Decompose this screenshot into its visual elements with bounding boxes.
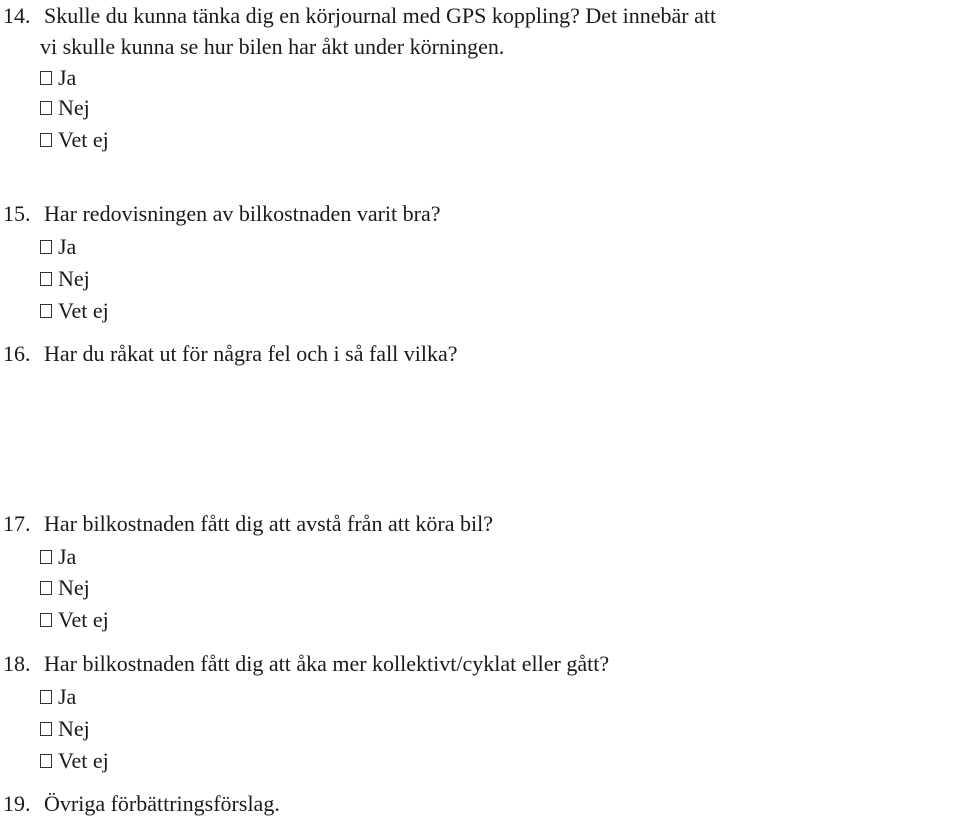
q15-option-ja[interactable]	[40, 232, 76, 262]
option-label: Vet ej	[58, 748, 109, 773]
question-15	[3, 198, 440, 230]
checkbox-icon[interactable]	[40, 550, 52, 564]
checkbox-icon[interactable]	[40, 133, 52, 147]
q14-option-vet-ej[interactable]	[40, 125, 109, 155]
q17-option-nej[interactable]	[40, 573, 90, 603]
checkbox-icon[interactable]	[40, 722, 52, 736]
q18-option-vet-ej[interactable]	[40, 746, 109, 776]
option-label: Vet ej	[58, 607, 109, 632]
question-text: Skulle du kunna tänka dig en körjournal med GPS koppling? Det innebär att	[44, 3, 717, 28]
option-label: Nej	[58, 95, 90, 120]
question-number: 15.	[3, 201, 31, 226]
option-label: Nej	[58, 716, 90, 741]
q18-option-nej[interactable]	[40, 714, 90, 744]
q14-option-ja[interactable]	[40, 63, 76, 93]
option-label: Ja	[58, 684, 77, 709]
option-label: Nej	[58, 266, 90, 291]
question-number: 17.	[3, 511, 31, 536]
question-text: Har du råkat ut för några fel och i så fall vilka?	[44, 341, 458, 366]
checkbox-icon[interactable]	[40, 581, 52, 595]
checkbox-icon[interactable]	[40, 304, 52, 318]
checkbox-icon[interactable]	[40, 754, 52, 768]
checkbox-icon[interactable]	[40, 240, 52, 254]
checkbox-icon[interactable]	[40, 690, 52, 704]
checkbox-icon[interactable]	[40, 613, 52, 627]
question-number: 16.	[3, 341, 31, 366]
option-label: Ja	[58, 234, 77, 259]
question-text: Har bilkostnaden fått dig att avstå från att köra bil?	[44, 511, 494, 536]
q15-option-vet-ej[interactable]	[40, 296, 109, 326]
option-label: Vet ej	[58, 127, 109, 152]
checkbox-icon[interactable]	[40, 71, 52, 85]
q18-option-ja[interactable]	[40, 682, 76, 712]
option-label: Ja	[58, 544, 77, 569]
question-19	[3, 788, 280, 820]
question-number: 14.	[3, 3, 31, 28]
checkbox-icon[interactable]	[40, 272, 52, 286]
q14-option-nej[interactable]	[40, 93, 90, 123]
checkbox-icon[interactable]	[40, 101, 52, 115]
question-17	[3, 508, 493, 540]
question-18	[3, 648, 609, 680]
option-label: Ja	[58, 65, 77, 90]
q15-option-nej[interactable]	[40, 264, 90, 294]
question-number: 19.	[3, 791, 31, 816]
question-14	[3, 0, 716, 32]
question-text: Övriga förbättringsförslag.	[44, 791, 280, 816]
option-label: Nej	[58, 575, 90, 600]
option-label: Vet ej	[58, 298, 109, 323]
question-number: 18.	[3, 651, 31, 676]
question-16	[3, 338, 458, 370]
question-14-continuation: vi skulle kunna se hur bilen har åkt under körningen.	[40, 34, 505, 59]
question-text: Har bilkostnaden fått dig att åka mer kollektivt/cyklat eller gått?	[44, 651, 610, 676]
question-text: Har redovisningen av bilkostnaden varit bra?	[44, 201, 441, 226]
q17-option-ja[interactable]	[40, 542, 76, 572]
q17-option-vet-ej[interactable]	[40, 605, 109, 635]
